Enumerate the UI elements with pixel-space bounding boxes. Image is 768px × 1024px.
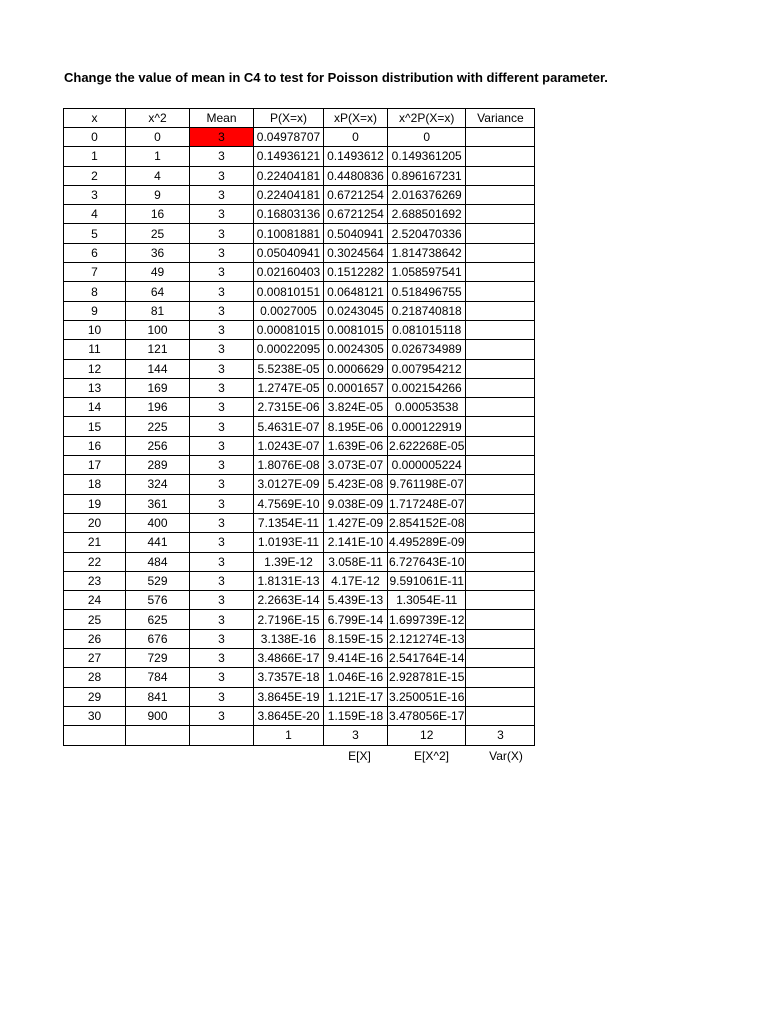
cell-x2-times-p[interactable]: 0.218740818 [388, 301, 466, 320]
total-probability[interactable]: 1 [254, 726, 324, 745]
cell-mean[interactable]: 3 [190, 533, 254, 552]
cell-mean[interactable]: 3 [190, 147, 254, 166]
cell-x[interactable]: 24 [64, 591, 126, 610]
cell-x[interactable]: 12 [64, 359, 126, 378]
cell-x-times-p[interactable]: 1.121E-17 [324, 687, 388, 706]
cell-probability[interactable]: 1.8131E-13 [254, 571, 324, 590]
cell-variance[interactable] [466, 340, 535, 359]
table-row [64, 668, 535, 687]
header-x2-times-p[interactable]: x^2P(X=x) [388, 109, 466, 128]
cell-x2-times-p[interactable]: 2.622268E-05 [388, 436, 466, 455]
cell-x-times-p[interactable]: 5.423E-08 [324, 475, 388, 494]
cell-variance[interactable] [466, 398, 535, 417]
cell-x2-times-p[interactable]: 0.000005224 [388, 456, 466, 475]
cell-probability[interactable]: 1.39E-12 [254, 552, 324, 571]
cell-x-squared[interactable]: 256 [126, 436, 190, 455]
table-row [64, 243, 535, 262]
footer-label-variance: Var(X) [489, 749, 523, 763]
cell-x-squared[interactable]: 169 [126, 378, 190, 397]
cell-x2-times-p[interactable]: 2.016376269 [388, 185, 466, 204]
cell-x[interactable]: 1 [64, 147, 126, 166]
table-row [64, 513, 535, 532]
cell-probability[interactable]: 1.0193E-11 [254, 533, 324, 552]
cell-probability[interactable]: 3.4866E-17 [254, 649, 324, 668]
cell-probability[interactable]: 1.0243E-07 [254, 436, 324, 455]
cell-probability[interactable]: 0.00810151 [254, 282, 324, 301]
cell-x-squared[interactable]: 225 [126, 417, 190, 436]
cell-x-squared[interactable]: 529 [126, 571, 190, 590]
cell-mean[interactable]: 3 [190, 687, 254, 706]
cell-x-times-p[interactable]: 0.0001657 [324, 378, 388, 397]
cell-x2-times-p[interactable]: 0.518496755 [388, 282, 466, 301]
cell-variance[interactable] [466, 185, 535, 204]
cell-x-squared[interactable]: 36 [126, 243, 190, 262]
cell-x[interactable]: 19 [64, 494, 126, 513]
table-row [64, 533, 535, 552]
cell-mean[interactable]: 3 [190, 166, 254, 185]
cell-x-times-p[interactable]: 9.038E-09 [324, 494, 388, 513]
poisson-table [63, 108, 535, 746]
cell-x2-times-p[interactable]: 2.541764E-14 [388, 649, 466, 668]
cell-x[interactable]: 14 [64, 398, 126, 417]
cell-probability[interactable]: 1.2747E-05 [254, 378, 324, 397]
cell-variance[interactable] [466, 243, 535, 262]
cell-x-squared[interactable]: 25 [126, 224, 190, 243]
total-x2-times-p[interactable]: 12 [388, 726, 466, 745]
cell-x-squared[interactable]: 441 [126, 533, 190, 552]
cell-x-times-p[interactable]: 8.159E-15 [324, 629, 388, 648]
cell-x2-times-p[interactable]: 0 [388, 128, 466, 147]
header-x-squared[interactable]: x^2 [126, 109, 190, 128]
table-row [64, 591, 535, 610]
cell-x[interactable]: 9 [64, 301, 126, 320]
cell-x-squared[interactable]: 0 [126, 128, 190, 147]
cell-variance[interactable] [466, 610, 535, 629]
table-row [64, 571, 535, 590]
cell-x2-times-p[interactable]: 1.717248E-07 [388, 494, 466, 513]
cell-probability[interactable]: 3.138E-16 [254, 629, 324, 648]
table-row [64, 475, 535, 494]
table-row [64, 185, 535, 204]
cell-x-squared[interactable]: 16 [126, 205, 190, 224]
cell-variance[interactable] [466, 456, 535, 475]
cell-x[interactable]: 23 [64, 571, 126, 590]
cell-mean[interactable]: 3 [190, 320, 254, 339]
cell-x-squared[interactable]: 64 [126, 282, 190, 301]
cell-x[interactable]: 8 [64, 282, 126, 301]
cell-mean[interactable]: 3 [190, 282, 254, 301]
cell-x[interactable]: 16 [64, 436, 126, 455]
cell-x[interactable]: 7 [64, 263, 126, 282]
cell-variance[interactable] [466, 552, 535, 571]
table-row [64, 494, 535, 513]
cell-variance[interactable] [466, 436, 535, 455]
cell-x2-times-p[interactable]: 4.495289E-09 [388, 533, 466, 552]
cell-probability[interactable]: 3.8645E-20 [254, 706, 324, 725]
cell-x2-times-p[interactable]: 0.007954212 [388, 359, 466, 378]
cell-x[interactable]: 4 [64, 205, 126, 224]
cell-x-squared[interactable]: 144 [126, 359, 190, 378]
table-row [64, 687, 535, 706]
cell-x[interactable]: 11 [64, 340, 126, 359]
cell-probability[interactable]: 2.7196E-15 [254, 610, 324, 629]
cell-probability[interactable]: 5.4631E-07 [254, 417, 324, 436]
cell-x-squared[interactable]: 289 [126, 456, 190, 475]
sheet-title: Change the value of mean in C4 to test for Poisson distribution with different parameter. [64, 70, 608, 85]
cell-variance[interactable] [466, 359, 535, 378]
cell-x2-times-p[interactable]: 0.002154266 [388, 378, 466, 397]
cell-x-squared[interactable]: 676 [126, 629, 190, 648]
table-row [64, 282, 535, 301]
table-row [64, 166, 535, 185]
cell-variance[interactable] [466, 513, 535, 532]
cell-x[interactable]: 13 [64, 378, 126, 397]
cell-mean[interactable]: 3 [190, 205, 254, 224]
cell-mean[interactable]: 3 [190, 224, 254, 243]
cell-x-squared[interactable]: 784 [126, 668, 190, 687]
cell-probability[interactable]: 2.7315E-06 [254, 398, 324, 417]
header-probability[interactable]: P(X=x) [254, 109, 324, 128]
cell-probability[interactable]: 0.22404181 [254, 185, 324, 204]
cell-x-times-p[interactable]: 0.0081015 [324, 320, 388, 339]
table-row [64, 263, 535, 282]
cell-mean[interactable]: 3 [190, 359, 254, 378]
cell-x-times-p[interactable]: 0.6721254 [324, 185, 388, 204]
cell-variance[interactable] [466, 282, 535, 301]
cell-mean[interactable]: 3 [190, 649, 254, 668]
cell-x-times-p[interactable]: 2.141E-10 [324, 533, 388, 552]
cell-mean[interactable]: 3 [190, 398, 254, 417]
cell-x-times-p[interactable]: 6.799E-14 [324, 610, 388, 629]
cell-x-squared[interactable]: 841 [126, 687, 190, 706]
cell-probability[interactable]: 0.04978707 [254, 128, 324, 147]
cell-x2-times-p[interactable]: 2.520470336 [388, 224, 466, 243]
cell-x-times-p[interactable]: 0.1493612 [324, 147, 388, 166]
cell-probability[interactable]: 0.0027005 [254, 301, 324, 320]
cell-x2-times-p[interactable]: 2.688501692 [388, 205, 466, 224]
cell-variance[interactable] [466, 128, 535, 147]
table-row [64, 456, 535, 475]
cell-variance[interactable] [466, 494, 535, 513]
cell-x[interactable]: 10 [64, 320, 126, 339]
cell-x[interactable]: 21 [64, 533, 126, 552]
cell-x-times-p[interactable]: 1.639E-06 [324, 436, 388, 455]
cell-mean[interactable]: 3 [190, 456, 254, 475]
table-row [64, 320, 535, 339]
cell-variance[interactable] [466, 629, 535, 648]
cell-x-times-p[interactable]: 1.159E-18 [324, 706, 388, 725]
table-row [64, 378, 535, 397]
cell-x-times-p[interactable]: 0.0024305 [324, 340, 388, 359]
cell-x-squared[interactable]: 196 [126, 398, 190, 417]
cell-probability[interactable]: 4.7569E-10 [254, 494, 324, 513]
cell-mean[interactable]: 3 [190, 552, 254, 571]
cell-variance[interactable] [466, 571, 535, 590]
cell-x-times-p[interactable]: 8.195E-06 [324, 417, 388, 436]
cell-x-times-p[interactable]: 0.0006629 [324, 359, 388, 378]
cell-mean[interactable]: 3 [190, 243, 254, 262]
cell-x-times-p[interactable]: 0.4480836 [324, 166, 388, 185]
cell-x[interactable]: 2 [64, 166, 126, 185]
cell-variance[interactable] [466, 205, 535, 224]
cell-mean[interactable]: 3 [190, 436, 254, 455]
table-row [64, 301, 535, 320]
cell-x-squared[interactable]: 324 [126, 475, 190, 494]
cell-x-times-p[interactable]: 1.046E-16 [324, 668, 388, 687]
cell-x[interactable]: 29 [64, 687, 126, 706]
cell-mean[interactable]: 3 [190, 475, 254, 494]
cell-x2-times-p[interactable]: 0.026734989 [388, 340, 466, 359]
cell-mean-input-c4[interactable]: 3 [190, 128, 254, 147]
cell-variance[interactable] [466, 263, 535, 282]
cell-x[interactable]: 25 [64, 610, 126, 629]
cell-probability[interactable]: 0.00081015 [254, 320, 324, 339]
cell-probability[interactable]: 1.8076E-08 [254, 456, 324, 475]
cell-x-times-p[interactable]: 0.1512282 [324, 263, 388, 282]
cell-x-squared[interactable]: 400 [126, 513, 190, 532]
cell-x[interactable]: 22 [64, 552, 126, 571]
cell-x[interactable]: 20 [64, 513, 126, 532]
total-variance[interactable]: 3 [466, 726, 535, 745]
cell-x-squared[interactable]: 900 [126, 706, 190, 725]
cell-x-times-p[interactable]: 9.414E-16 [324, 649, 388, 668]
cell-x-times-p[interactable]: 0.3024564 [324, 243, 388, 262]
cell-x2-times-p[interactable]: 0.000122919 [388, 417, 466, 436]
cell-x2-times-p[interactable]: 2.854152E-08 [388, 513, 466, 532]
total-x-times-p[interactable]: 3 [324, 726, 388, 745]
header-row [64, 109, 535, 128]
cell-x-squared[interactable]: 576 [126, 591, 190, 610]
cell-probability[interactable]: 2.2663E-14 [254, 591, 324, 610]
cell-mean[interactable]: 3 [190, 494, 254, 513]
cell-probability[interactable]: 5.5238E-05 [254, 359, 324, 378]
cell-x-times-p[interactable]: 3.073E-07 [324, 456, 388, 475]
table-row [64, 706, 535, 725]
cell-x-times-p[interactable]: 0.5040941 [324, 224, 388, 243]
cell-x[interactable]: 17 [64, 456, 126, 475]
cell-variance[interactable] [466, 320, 535, 339]
cell-variance[interactable] [466, 533, 535, 552]
cell-mean[interactable]: 3 [190, 571, 254, 590]
cell-x-squared[interactable]: 729 [126, 649, 190, 668]
cell-x-times-p[interactable]: 3.058E-11 [324, 552, 388, 571]
cell-variance[interactable] [466, 668, 535, 687]
cell-x-squared[interactable]: 49 [126, 263, 190, 282]
table-row [64, 224, 535, 243]
cell-variance[interactable] [466, 166, 535, 185]
cell-x2-times-p[interactable]: 0.00053538 [388, 398, 466, 417]
total-mean[interactable] [190, 726, 254, 745]
cell-x-times-p[interactable]: 1.427E-09 [324, 513, 388, 532]
table-row [64, 417, 535, 436]
cell-mean[interactable]: 3 [190, 513, 254, 532]
cell-probability[interactable]: 0.10081881 [254, 224, 324, 243]
cell-probability[interactable]: 3.7357E-18 [254, 668, 324, 687]
cell-x2-times-p[interactable]: 1.058597541 [388, 263, 466, 282]
cell-probability[interactable]: 0.02160403 [254, 263, 324, 282]
table-row [64, 340, 535, 359]
header-variance[interactable]: Variance [466, 109, 535, 128]
header-x[interactable]: x [64, 109, 126, 128]
cell-x2-times-p[interactable]: 1.3054E-11 [388, 591, 466, 610]
cell-x2-times-p[interactable]: 3.478056E-17 [388, 706, 466, 725]
cell-variance[interactable] [466, 687, 535, 706]
cell-x[interactable]: 15 [64, 417, 126, 436]
footer-label-x-times-p: E[X] [348, 749, 371, 763]
table-row [64, 147, 535, 166]
cell-x2-times-p[interactable]: 1.814738642 [388, 243, 466, 262]
cell-x-squared[interactable]: 625 [126, 610, 190, 629]
cell-variance[interactable] [466, 649, 535, 668]
cell-x2-times-p[interactable]: 9.591061E-11 [388, 571, 466, 590]
cell-variance[interactable] [466, 475, 535, 494]
cell-x[interactable]: 6 [64, 243, 126, 262]
cell-x2-times-p[interactable]: 9.761198E-07 [388, 475, 466, 494]
cell-mean[interactable]: 3 [190, 668, 254, 687]
cell-x2-times-p[interactable]: 3.250051E-16 [388, 687, 466, 706]
cell-x-squared[interactable]: 484 [126, 552, 190, 571]
cell-mean[interactable]: 3 [190, 301, 254, 320]
cell-mean[interactable]: 3 [190, 263, 254, 282]
table-row [64, 649, 535, 668]
cell-x-squared[interactable]: 121 [126, 340, 190, 359]
cell-probability[interactable]: 0.22404181 [254, 166, 324, 185]
cell-x-squared[interactable]: 100 [126, 320, 190, 339]
cell-x2-times-p[interactable]: 6.727643E-10 [388, 552, 466, 571]
cell-probability[interactable]: 0.05040941 [254, 243, 324, 262]
cell-x[interactable]: 28 [64, 668, 126, 687]
table-row [64, 610, 535, 629]
cell-x-squared[interactable]: 361 [126, 494, 190, 513]
cell-mean[interactable]: 3 [190, 629, 254, 648]
cell-variance[interactable] [466, 378, 535, 397]
cell-x-times-p[interactable]: 5.439E-13 [324, 591, 388, 610]
cell-probability[interactable]: 3.8645E-19 [254, 687, 324, 706]
table-row [64, 629, 535, 648]
cell-x-times-p[interactable]: 4.17E-12 [324, 571, 388, 590]
cell-x-times-p[interactable]: 0.0648121 [324, 282, 388, 301]
cell-mean[interactable]: 3 [190, 706, 254, 725]
cell-x[interactable]: 18 [64, 475, 126, 494]
cell-x[interactable]: 30 [64, 706, 126, 725]
cell-x[interactable]: 3 [64, 185, 126, 204]
cell-x-times-p[interactable]: 3.824E-05 [324, 398, 388, 417]
cell-x[interactable]: 26 [64, 629, 126, 648]
cell-probability[interactable]: 0.00022095 [254, 340, 324, 359]
header-x-times-p[interactable]: xP(X=x) [324, 109, 388, 128]
cell-probability[interactable]: 7.1354E-11 [254, 513, 324, 532]
cell-x-times-p[interactable]: 0.6721254 [324, 205, 388, 224]
total-x-squared[interactable] [126, 726, 190, 745]
cell-mean[interactable]: 3 [190, 610, 254, 629]
cell-x2-times-p[interactable]: 0.081015118 [388, 320, 466, 339]
cell-variance[interactable] [466, 301, 535, 320]
table-row [64, 359, 535, 378]
cell-x[interactable]: 5 [64, 224, 126, 243]
cell-x-squared[interactable]: 9 [126, 185, 190, 204]
cell-variance[interactable] [466, 147, 535, 166]
totals-row [64, 726, 535, 745]
table-row [64, 552, 535, 571]
cell-x2-times-p[interactable]: 0.149361205 [388, 147, 466, 166]
cell-x[interactable]: 27 [64, 649, 126, 668]
footer-label-x2-times-p: E[X^2] [414, 749, 449, 763]
table-row [64, 128, 535, 147]
cell-mean[interactable]: 3 [190, 591, 254, 610]
cell-x-squared[interactable]: 4 [126, 166, 190, 185]
cell-mean[interactable]: 3 [190, 340, 254, 359]
total-x[interactable] [64, 726, 126, 745]
cell-variance[interactable] [466, 706, 535, 725]
cell-variance[interactable] [466, 591, 535, 610]
cell-x2-times-p[interactable]: 0.896167231 [388, 166, 466, 185]
cell-x-times-p[interactable]: 0 [324, 128, 388, 147]
cell-x[interactable]: 0 [64, 128, 126, 147]
header-mean[interactable]: Mean [190, 109, 254, 128]
cell-mean[interactable]: 3 [190, 185, 254, 204]
table-row [64, 436, 535, 455]
table-row [64, 398, 535, 417]
cell-probability[interactable]: 0.14936121 [254, 147, 324, 166]
cell-x2-times-p[interactable]: 1.699739E-12 [388, 610, 466, 629]
cell-probability[interactable]: 0.16803136 [254, 205, 324, 224]
cell-variance[interactable] [466, 417, 535, 436]
cell-mean[interactable]: 3 [190, 417, 254, 436]
cell-x-times-p[interactable]: 0.0243045 [324, 301, 388, 320]
table-row [64, 205, 535, 224]
cell-probability[interactable]: 3.0127E-09 [254, 475, 324, 494]
cell-x-squared[interactable]: 81 [126, 301, 190, 320]
cell-x-squared[interactable]: 1 [126, 147, 190, 166]
cell-x2-times-p[interactable]: 2.928781E-15 [388, 668, 466, 687]
cell-x2-times-p[interactable]: 2.121274E-13 [388, 629, 466, 648]
cell-mean[interactable]: 3 [190, 378, 254, 397]
cell-variance[interactable] [466, 224, 535, 243]
